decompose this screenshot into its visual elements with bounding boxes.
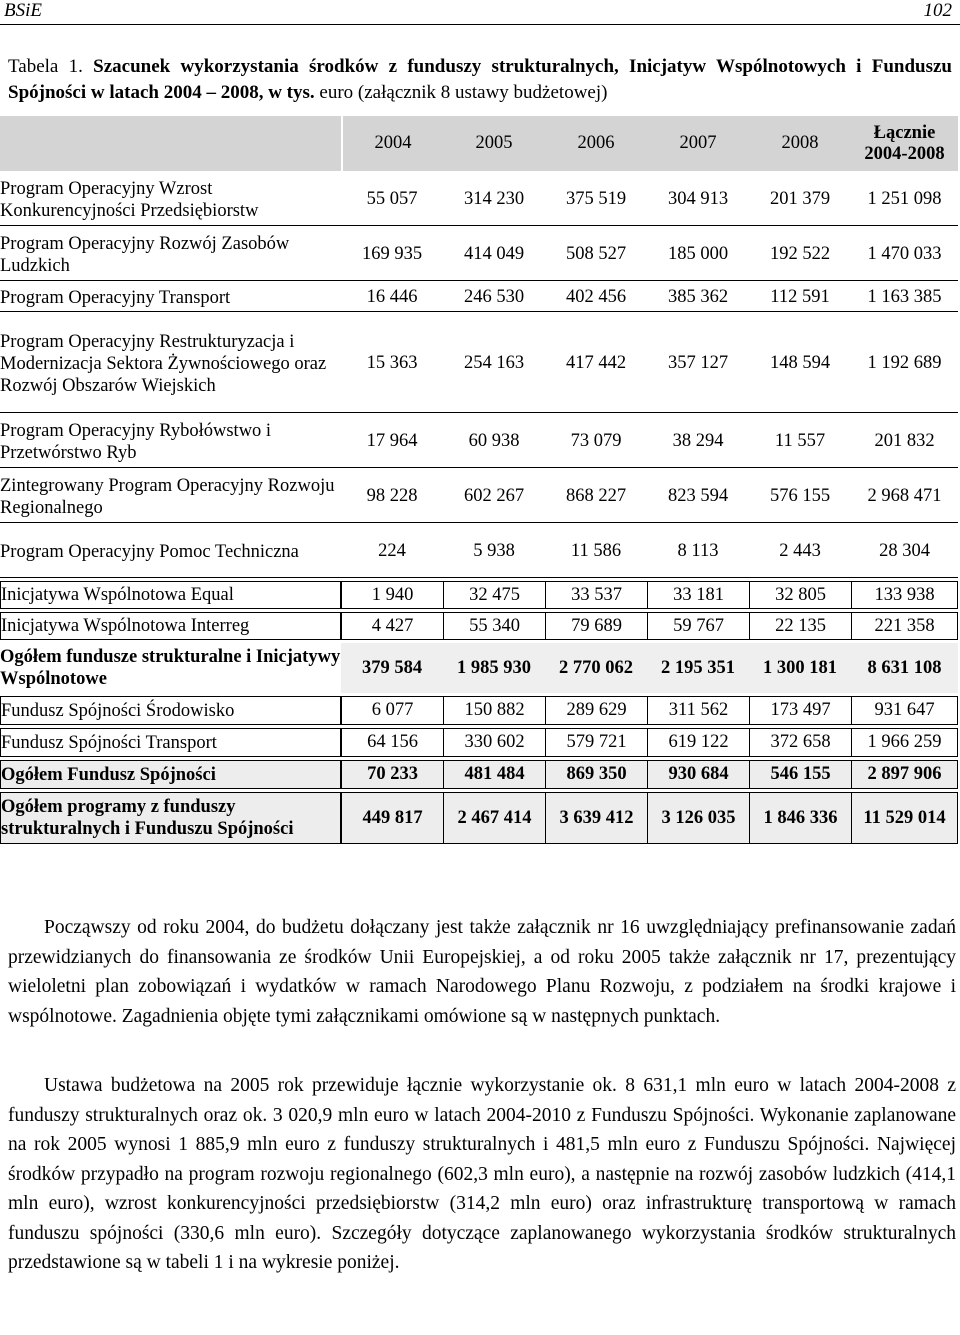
row-total-value: 1 966 259 xyxy=(851,728,958,757)
row-label: Ogółem Fundusz Spójności xyxy=(0,760,341,789)
row-year-value: 185 000 xyxy=(647,229,749,281)
row-year-value: 201 379 xyxy=(749,174,851,226)
row-year-value: 33 181 xyxy=(647,581,749,609)
paragraph-2-text: Ustawa budżetowa na 2005 rok przewiduje łącznie wykorzystanie ok. 8 631,1 mln euro w latach 2004-2008 z funduszy strukturalnych oraz ok. 3 020,9 mln euro w latach 2004-2010 z Funduszu Spójności. Wykonanie zaplanowane na rok 2005 wynosi 1 885,9 mln euro z funduszy strukturalnych i 481,5 mln euro z Funduszu Spójności. Najwięcej środków przypadło na program rozwoju regionalnego (602,3 mln euro), a następnie na rozwój zasobów ludzkich (414,1 mln euro), wzrost konkurencyjności przedsiębiorstw (314,2 mln euro) oraz infrastrukturę transportową w ramach funduszu spójności (330,6 mln euro). Szczegóły dotyczące zaplanowanego wykorzystania środków strukturalnych przedstawione są w tabeli 1 i na wykresie poniżej. xyxy=(8,1075,956,1273)
row-year-value: 173 497 xyxy=(749,696,851,725)
row-year-value: 379 584 xyxy=(341,643,443,693)
row-year-value: 402 456 xyxy=(545,284,647,312)
paragraph-1 xyxy=(8,913,956,1031)
row-year-value: 254 163 xyxy=(443,315,545,413)
row-total-value: 2 897 906 xyxy=(851,760,958,789)
row-year-value: 868 227 xyxy=(545,471,647,523)
row-year-value: 8 113 xyxy=(647,526,749,578)
row-year-value: 98 228 xyxy=(341,471,443,523)
row-label: Program Operacyjny Transport xyxy=(0,284,341,312)
table-row xyxy=(0,471,958,523)
table-row xyxy=(0,581,958,609)
row-label: Fundusz Spójności Transport xyxy=(0,728,341,757)
row-year-value: 59 767 xyxy=(647,612,749,640)
row-year-value: 38 294 xyxy=(647,416,749,468)
table-row xyxy=(0,416,958,468)
row-total-value: 1 251 098 xyxy=(851,174,958,226)
row-label: Fundusz Spójności Środowisko xyxy=(0,696,341,725)
row-year-value: 930 684 xyxy=(647,760,749,789)
table-row xyxy=(0,229,958,281)
row-year-value: 372 658 xyxy=(749,728,851,757)
table-row xyxy=(0,643,958,693)
table-header-row xyxy=(0,116,958,171)
row-year-value: 79 689 xyxy=(545,612,647,640)
table-row xyxy=(0,284,958,312)
row-label: Inicjatywa Wspólnotowa Interreg xyxy=(0,612,341,640)
row-label: Program Operacyjny Rozwój Zasobów Ludzkich xyxy=(0,229,341,281)
row-year-value: 224 xyxy=(341,526,443,578)
row-year-value: 449 817 xyxy=(341,792,443,844)
row-year-value: 17 964 xyxy=(341,416,443,468)
paragraph-1-text: Począwszy od roku 2004, do budżetu dołączany jest także załącznik nr 16 uwzględniający prefinansowanie zadań przewidzianych do finansowania ze środków Unii Europejskiej, a od roku 2005 także załącznik nr 17, prezentujący wieloletni plan zobowiązań i wydatków w ramach Narodowego Planu Rozwoju, z podziałem na środki krajowe i wspólnotowe. Zagadnienia objęte tymi załącznikami omówione są w następnych punktach. xyxy=(8,917,956,1027)
row-year-value: 330 602 xyxy=(443,728,545,757)
row-year-value: 1 846 336 xyxy=(749,792,851,844)
row-total-value: 201 832 xyxy=(851,416,958,468)
table-row xyxy=(0,792,958,844)
row-year-value: 869 350 xyxy=(545,760,647,789)
row-year-value: 619 122 xyxy=(647,728,749,757)
row-year-value: 11 557 xyxy=(749,416,851,468)
row-year-value: 602 267 xyxy=(443,471,545,523)
row-year-value: 3 126 035 xyxy=(647,792,749,844)
row-total-value: 931 647 xyxy=(851,696,958,725)
row-year-value: 22 135 xyxy=(749,612,851,640)
row-label: Inicjatywa Wspólnotowa Equal xyxy=(0,581,341,609)
row-year-value: 2 467 414 xyxy=(443,792,545,844)
row-year-value: 304 913 xyxy=(647,174,749,226)
header-label-cell xyxy=(0,116,341,171)
row-label: Program Operacyjny Rybołówstwo i Przetwórstwo Ryb xyxy=(0,416,341,468)
row-year-value: 15 363 xyxy=(341,315,443,413)
row-year-value: 1 300 181 xyxy=(749,643,851,693)
row-year-value: 16 446 xyxy=(341,284,443,312)
row-year-value: 289 629 xyxy=(545,696,647,725)
header-year: 2008 xyxy=(749,116,851,171)
row-year-value: 64 156 xyxy=(341,728,443,757)
row-year-value: 5 938 xyxy=(443,526,545,578)
table-row xyxy=(0,760,958,789)
row-year-value: 823 594 xyxy=(647,471,749,523)
row-year-value: 4 427 xyxy=(341,612,443,640)
header-year: 2004 xyxy=(341,116,443,171)
header-year: 2005 xyxy=(443,116,545,171)
row-total-value: 28 304 xyxy=(851,526,958,578)
row-year-value: 150 882 xyxy=(443,696,545,725)
row-total-value: 8 631 108 xyxy=(851,643,958,693)
row-year-value: 11 586 xyxy=(545,526,647,578)
row-year-value: 32 475 xyxy=(443,581,545,609)
row-year-value: 1 940 xyxy=(341,581,443,609)
row-label: Ogółem fundusze strukturalne i Inicjatywy Wspólnotowe xyxy=(0,643,341,693)
paragraph-2 xyxy=(8,1071,956,1278)
row-year-value: 3 639 412 xyxy=(545,792,647,844)
row-year-value: 70 233 xyxy=(341,760,443,789)
row-year-value: 73 079 xyxy=(545,416,647,468)
row-year-value: 32 805 xyxy=(749,581,851,609)
row-year-value: 55 057 xyxy=(341,174,443,226)
row-year-value: 546 155 xyxy=(749,760,851,789)
table-caption xyxy=(8,54,952,106)
header-total-line1: Łącznie xyxy=(873,122,936,143)
row-year-value: 417 442 xyxy=(545,315,647,413)
row-year-value: 192 522 xyxy=(749,229,851,281)
row-total-value: 1 470 033 xyxy=(851,229,958,281)
row-year-value: 60 938 xyxy=(443,416,545,468)
row-year-value: 375 519 xyxy=(545,174,647,226)
row-total-value: 11 529 014 xyxy=(851,792,958,844)
row-label: Program Operacyjny Restrukturyzacja i Modernizacja Sektora Żywnościowego oraz Rozwój Obszarów Wiejskich xyxy=(0,315,341,413)
funds-table xyxy=(0,113,958,847)
row-label: Program Operacyjny Pomoc Techniczna xyxy=(0,526,341,578)
table-row xyxy=(0,526,958,578)
row-year-value: 148 594 xyxy=(749,315,851,413)
row-year-value: 414 049 xyxy=(443,229,545,281)
row-total-value: 221 358 xyxy=(851,612,958,640)
caption-prefix: Tabela 1. xyxy=(8,56,94,77)
row-year-value: 2 443 xyxy=(749,526,851,578)
header-rule xyxy=(0,24,960,25)
header-total-line2: 2004-2008 xyxy=(864,143,945,164)
row-year-value: 579 721 xyxy=(545,728,647,757)
row-total-value: 1 192 689 xyxy=(851,315,958,413)
header-year: 2006 xyxy=(545,116,647,171)
caption-suffix: euro (załącznik 8 ustawy budżetowej) xyxy=(314,82,608,103)
row-year-value: 1 985 930 xyxy=(443,643,545,693)
row-year-value: 6 077 xyxy=(341,696,443,725)
row-year-value: 576 155 xyxy=(749,471,851,523)
table-row xyxy=(0,612,958,640)
row-year-value: 33 537 xyxy=(545,581,647,609)
page-header xyxy=(0,0,960,25)
row-year-value: 357 127 xyxy=(647,315,749,413)
row-year-value: 508 527 xyxy=(545,229,647,281)
table-row xyxy=(0,728,958,757)
header-total xyxy=(851,116,958,171)
row-total-value: 133 938 xyxy=(851,581,958,609)
table-row xyxy=(0,174,958,226)
page-number: 102 xyxy=(923,0,952,21)
row-year-value: 246 530 xyxy=(443,284,545,312)
row-year-value: 481 484 xyxy=(443,760,545,789)
row-label: Zintegrowany Program Operacyjny Rozwoju Regionalnego xyxy=(0,471,341,523)
row-year-value: 2 770 062 xyxy=(545,643,647,693)
table-row xyxy=(0,696,958,725)
row-year-value: 314 230 xyxy=(443,174,545,226)
running-head: BSiE xyxy=(4,0,42,21)
row-year-value: 2 195 351 xyxy=(647,643,749,693)
row-year-value: 169 935 xyxy=(341,229,443,281)
header-year: 2007 xyxy=(647,116,749,171)
row-year-value: 112 591 xyxy=(749,284,851,312)
row-total-value: 2 968 471 xyxy=(851,471,958,523)
row-label: Ogółem programy z funduszy strukturalnych i Funduszu Spójności xyxy=(0,792,341,844)
row-label: Program Operacyjny Wzrost Konkurencyjności Przedsiębiorstw xyxy=(0,174,341,226)
row-year-value: 55 340 xyxy=(443,612,545,640)
caption-title: Szacunek wykorzystania środków z funduszy strukturalnych, Inicjatyw Wspólnotowych i Funduszu Spójności w latach 2004 – 2008, w tys. xyxy=(8,56,952,103)
row-year-value: 311 562 xyxy=(647,696,749,725)
table-row xyxy=(0,315,958,413)
row-total-value: 1 163 385 xyxy=(851,284,958,312)
row-year-value: 385 362 xyxy=(647,284,749,312)
